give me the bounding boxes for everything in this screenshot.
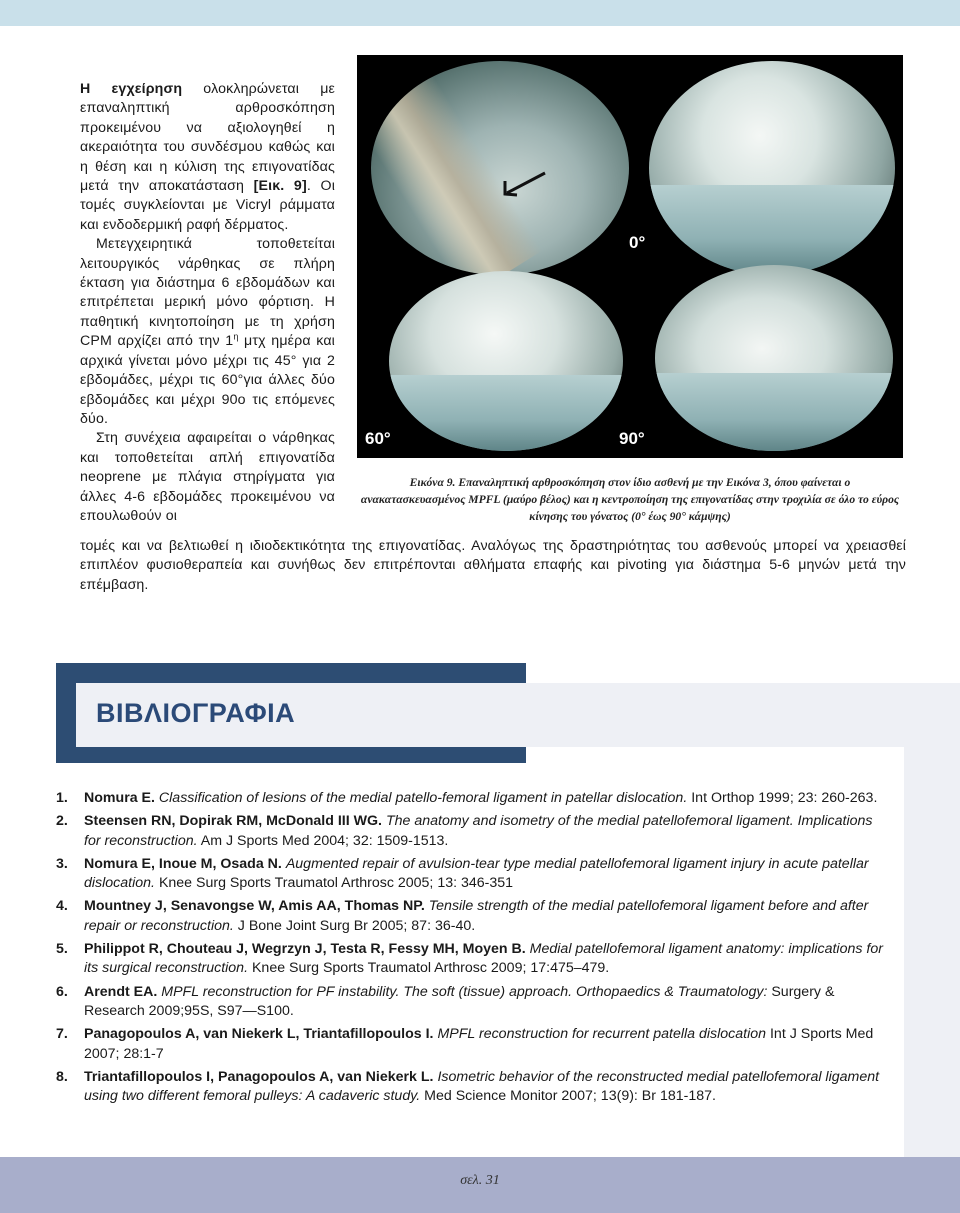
page-number: σελ. 31: [460, 1173, 500, 1188]
arthroscopy-figure: [357, 55, 903, 458]
body-column-text: [80, 80, 335, 526]
top-band: [0, 0, 960, 26]
reconstructed-ligament: [371, 64, 542, 275]
reference-item: 5. Philippot R, Chouteau J, Wegrzyn J, Testa R, Fessy MH, Moyen B. Medial patellofemoral ligament anatomy: implications for its surgical reconstruction. Knee Surg Sports Traumatol Arthrosc 2009; 17:475–479.: [56, 941, 883, 977]
angle-label-0: 0°: [629, 233, 646, 252]
arthroscopy-image-0-deg: [649, 61, 895, 275]
arthroscopy-image-ligament: [371, 61, 629, 275]
paragraph-lead: Η εγχείρηση: [80, 81, 183, 97]
reference-item: 2. Steensen RN, Dopirak RM, McDonald III WG. The anatomy and isometry of the medial patellofemoral ligament. Implications for reconstruction. Am J Sports Med 2004; 32: 1509-1513.: [56, 813, 873, 849]
black-arrow-icon: [501, 171, 547, 199]
paragraph-rehab-continued: τομές και να βελτιωθεί η ιδιοδεκτικότητα της επιγονατίδας. Αναλόγως της δραστηριότητας του ασθενούς μπορεί να χρειασθεί επιπλέον φυσιοθεραπεία και συνήθως δεν επιτρέπονται αθλήματα επαφής και pivoting για διάστημα 5-6 μηνών μετά την επέμβαση.: [80, 538, 906, 593]
paragraph-postop: Μετεγχειρητικά τοποθετείται λειτουργικός νάρθηκας σε πλήρη έκταση για διάστημα 6 εβδομάδων και επιτρέπεται μερική μόνο φόρτιση. Η παθητική κινητοποίηση με τη χρήση CPM αρχίζει από την $1^\eta$ μτχ ημέρα και αρχικά γίνεται μόνο μέχρι τις 45° για 2 εβδομάδες, μέχρι τις 60°για άλλες δύο εβδομάδες και μέχρι 90ο τις επόμενες δύο.: [80, 236, 335, 427]
right-side-strip: [904, 747, 960, 1157]
figure-reference: [Εικ. 9]: [253, 178, 307, 195]
reference-item: 7. Panagopoulos A, van Niekerk L, Triantafillopoulos I. MPFL reconstruction for recurrent patella dislocation Int J Sports Med 2007; 28:1-7: [56, 1026, 874, 1062]
angle-label-90: 90°: [619, 429, 645, 448]
body-full-width-text: [80, 537, 906, 595]
paragraph-surgery: Η εγχείρηση ολοκληρώνεται με επαναληπτική αρθροσκόπηση προκειμένου να αξιολογηθεί η ακεραιότητα του συνδέσμου καθώς και η θέση και η κύλιση της επιγονατίδας μετά την αποκατάσταση [Εικ. 9]. Οι τομές συγκλείονται με Vicryl ράμματα και ενδοδερμική ραφή δέρματος.: [80, 81, 335, 233]
reference-item: 6. Arendt EA. MPFL reconstruction for PF instability. The soft (tissue) approach. Orthopaedics & Traumatology: Surgery & Research 2009;95S, S97—S100.: [56, 983, 835, 1019]
angle-label-60: 60°: [365, 429, 391, 448]
arthroscopy-image-90-deg: [655, 265, 893, 451]
reference-list: [56, 789, 890, 1110]
bibliography-heading: ΒΙΒΛΙΟΓΡΑΦΙΑ: [96, 698, 296, 728]
figure-caption: Εικόνα 9. Επαναληπτική αρθροσκόπηση στον ίδιο ασθενή με την Εικόνα 3, όπου φαίνεται ο ανακατασκευασμένος MPFL (μαύρο βέλος) και η κεντροποίηση της επιγονατίδας στην τροχιλία σε όλο το εύρος κίνησης του γόνατος (0° έως 90° κάμψης): [360, 476, 900, 523]
reference-item: 3. Nomura E, Inoue M, Osada N. Augmented repair of avulsion-tear type medial patellofemoral ligament injury in acute patellar dislocation. Knee Surg Sports Traumatol Arthrosc 2005; 13: 346-351: [56, 855, 869, 892]
paragraph-rehab: Στη συνέχεια αφαιρείται ο νάρθηκας και τοποθετείται απλή επιγονατίδα neoprene με πλάγια στηρίγματα για άλλες 4-6 εβδομάδες προκειμένου να επουλωθούν οι: [80, 430, 335, 524]
reference-item: 8. Triantafillopoulos I, Panagopoulos A, van Niekerk L. Isometric behavior of the reconstructed medial patellofemoral ligament using two different femoral pulleys: A cadaveric study. Med Science Monitor 2007; 13(9): Br 181-187.: [56, 1068, 880, 1105]
reference-item: 4. Mountney J, Senavongse W, Amis AA, Thomas NP. Tensile strength of the medial patellofemoral ligament before and after repair or reconstruction. J Bone Joint Surg Br 2005; 87: 36-40.: [56, 898, 869, 934]
arthroscopy-image-60-deg: [389, 271, 623, 451]
reference-item: 1. Nomura E. Classification of lesions of the medial patello-femoral ligament in patellar dislocation. Int Orthop 1999; 23: 260-263.: [56, 790, 878, 806]
